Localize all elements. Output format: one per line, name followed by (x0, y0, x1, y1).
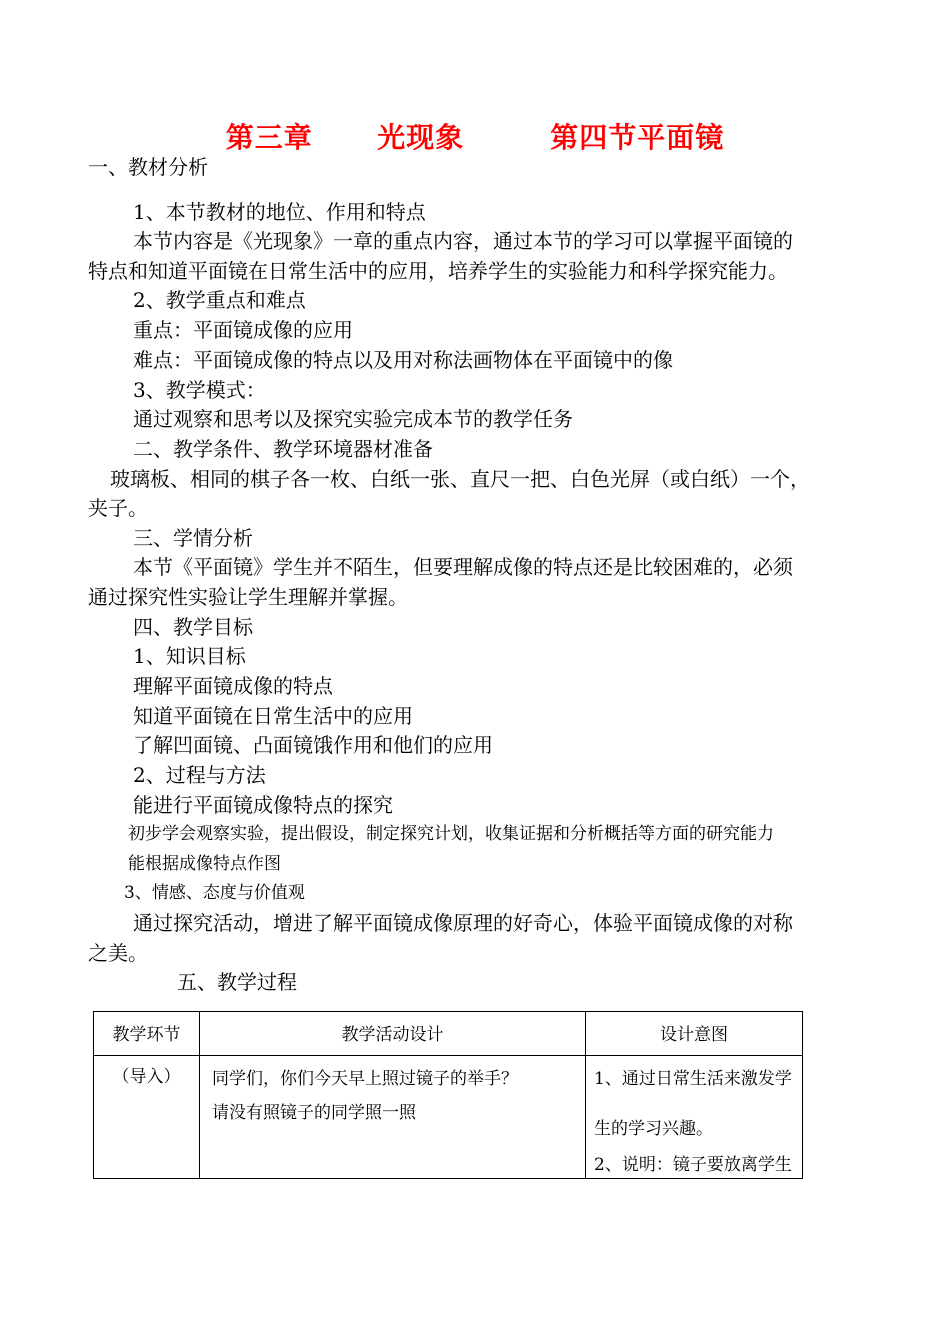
header-stage: 教学环节 (94, 1012, 200, 1056)
difficult-point: 难点：平面镜成像的特点以及用对称法画物体在平面镜中的像 (133, 348, 673, 372)
paragraph-line: 通过观察和思考以及探究实验完成本节的教学任务 (133, 407, 573, 431)
paragraph-line: 之美。 (88, 941, 148, 965)
intent-line: 2、说明：镜子要放离学生 (594, 1155, 792, 1175)
intent-line: 1、通过日常生活来激发学 (594, 1069, 792, 1089)
objective-item: 了解凹面镜、凸面镜饿作用和他们的应用 (133, 733, 493, 757)
objective-item: 初步学会观察实验，提出假设，制定探究计划，收集证据和分析概括等方面的研究能力 (128, 824, 774, 844)
paragraph-line: 特点和知道平面镜在日常生活中的应用，培养学生的实验能力和科学探究能力。 (88, 259, 788, 283)
objective-item: 理解平面镜成像的特点 (133, 674, 333, 698)
subheading-4-1: 1、知识目标 (133, 644, 246, 668)
subheading-1-1: 1、本节教材的地位、作用和特点 (133, 200, 426, 224)
subheading-1-3: 3、教学模式： (133, 378, 266, 402)
cell-intent (586, 1056, 803, 1179)
intent-line: 生的学习兴趣。 (594, 1119, 713, 1139)
section-heading-5: 五、教学过程 (177, 970, 297, 994)
section-heading-1: 一、教材分析 (88, 155, 208, 179)
table-header-row (94, 1012, 803, 1056)
teaching-process-table (93, 1011, 803, 1179)
paragraph-line: 本节内容是《光现象》一章的重点内容，通过本节的学习可以掌握平面镜的 (133, 229, 793, 253)
objective-item: 知道平面镜在日常生活中的应用 (133, 704, 413, 728)
activity-line: 请没有照镜子的同学照一照 (212, 1103, 416, 1123)
cell-stage: （导入） (94, 1056, 200, 1179)
activity-line: 同学们，你们今天早上照过镜子的举手？ (212, 1069, 518, 1089)
section-heading-4: 四、教学目标 (133, 615, 253, 639)
objective-item: 能根据成像特点作图 (128, 854, 281, 874)
table-row (94, 1056, 803, 1179)
key-point: 重点：平面镜成像的应用 (133, 318, 353, 342)
section-heading-2: 二、教学条件、教学环境器材准备 (133, 437, 433, 461)
objective-item: 能进行平面镜成像特点的探究 (133, 793, 393, 817)
page-title: 第三章 光现象 第四节平面镜 (225, 121, 725, 154)
subheading-4-3: 3、情感、态度与价值观 (124, 883, 305, 903)
paragraph-line: 玻璃板、相同的棋子各一枚、白纸一张、直尺一把、白色光屏（或白纸）一个， (110, 467, 810, 491)
paragraph-line: 本节《平面镜》学生并不陌生，但要理解成像的特点还是比较困难的，必须 (133, 555, 793, 579)
header-activity: 教学活动设计 (200, 1012, 586, 1056)
paragraph-line: 夹子。 (88, 496, 148, 520)
section-heading-3: 三、学情分析 (133, 526, 253, 550)
cell-activity (200, 1056, 586, 1179)
subheading-1-2: 2、教学重点和难点 (133, 288, 306, 312)
header-intent: 设计意图 (586, 1012, 803, 1056)
paragraph-line: 通过探究性实验让学生理解并掌握。 (88, 585, 408, 609)
subheading-4-2: 2、过程与方法 (133, 763, 266, 787)
paragraph-line: 通过探究活动，增进了解平面镜成像原理的好奇心，体验平面镜成像的对称 (133, 911, 793, 935)
